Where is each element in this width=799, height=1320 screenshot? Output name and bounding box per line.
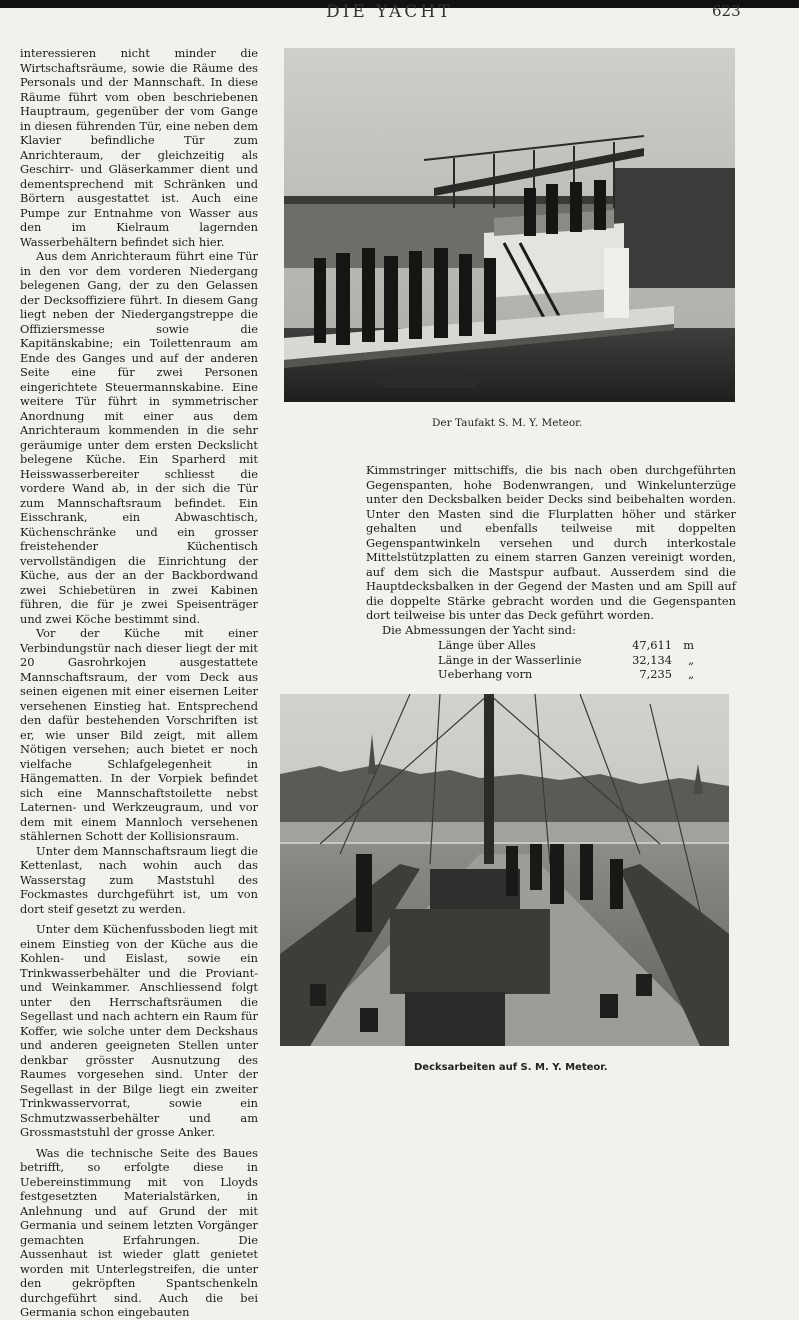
dimension-label: Ueberhang vorn — [438, 667, 533, 681]
dimension-unit: „ — [688, 667, 694, 681]
paragraph: Unter dem Mannschaftsraum liegt die Kettenlast, nach wohin auch das Wasserstag zum Maststuhl des Fockmastes durchgeführt ist, um von dort steif gesetzt zu werden. — [20, 843, 258, 916]
left-text-column — [20, 46, 258, 1320]
dimension-value: 7,235 — [639, 667, 672, 681]
dimension-row — [438, 667, 694, 682]
dimension-label: Länge über Alles — [438, 638, 536, 652]
deck-works-photo-image — [280, 694, 729, 1046]
dimensions-table — [438, 638, 694, 682]
paragraph: Vor der Küche mit einer Verbindungstür nach dieser liegt der mit 20 Gasrohrkojen ausgestattete Mannschaftsraum, der vom Deck aus seinen eigenen mit einer eisernen Leiter versehenen Einstieg hat. Entsprechend den dafür bestehenden Vorschriften ist er, wie unser Bild zeigt, mit allem Nötigen versehen; auch bietet er noch vielfache Schlafgelegenheit in Hängematten. In der Vorpiek befindet sich eine Mannschaftstoilette nebst Laternen- und Werkzeugraum, und vor dem mit einem Mannloch versehenen stählernen Schott der Kollisionsraum. — [20, 626, 258, 843]
right-text-column — [366, 463, 736, 682]
paragraph: Unter dem Küchenfussboden liegt mit einem Einstieg von der Küche aus die Kohlen- und Eislast, sowie ein Trinkwasserbehälter und die Proviant- und Weinkammer. Anschliessend folgt unter den Herrschaftsräumen die Segellast und nach achtern ein Raum für Koffer, wie solche unter dem Deckshaus und anderen geeigneten Stellen unter denkbar grösster Ausnutzung des Raumes vorgesehen sind. Unter der Segellast in der Bilge liegt ein zweiter Trinkwasservorrat, sowie ein Schmutzwasserbehälter und am Grossmaststuhl der grosse Anker. — [20, 922, 258, 1139]
dimension-value: 47,611 — [632, 638, 672, 652]
deck-works-photo — [280, 694, 729, 1046]
page-number: 623 — [712, 2, 741, 20]
christening-photo — [284, 48, 735, 402]
dimension-row — [438, 638, 694, 653]
running-title: DIE YACHT — [326, 2, 453, 22]
dimension-row — [438, 653, 694, 668]
dimension-unit: „ — [688, 652, 694, 667]
deck-works-photo-caption: Decksarbeiten auf S. M. Y. Meteor. — [414, 1062, 608, 1073]
dimension-unit: m — [683, 638, 694, 652]
christening-photo-image — [284, 48, 735, 402]
paragraph: Aus dem Anrichteraum führt eine Tür in den vor dem vorderen Niedergang belegenen Gang, der zu den Gelassen der Decksoffiziere führt. In diesem Gang liegt neben der Niedergangstreppe die Offiziersmesse sowie die Kapitänskabine; ein Toilettenraum am Ende des Ganges und auf der anderen Seite eine für zwei Personen eingerichtete Steuermannskabine. Eine weitere Tür führt in symmetrischer Anordnung mit einer aus dem Anrichteraum kommenden in die sehr geräumige unter dem ersten Deckslicht belegene Küche. Ein Sparherd mit Heisswasserbereiter schliesst die vordere Wand ab, in der sich die Tür zum Mannschaftsraum befindet. Ein Eisschrank, ein Abwaschtisch, Küchenschränke und ein grosser freistehender Küchentisch vervollständigen die Einrichtung der Küche, aus der an der Backbordwand zwei Schiebetüren in zwei Kabinen führen, die für je zwei Speisenträger und zwei Köche bestimmt sind. — [20, 249, 258, 626]
christening-photo-caption: Der Taufakt S. M. Y. Meteor. — [432, 417, 583, 429]
dimensions-intro: Die Abmessungen der Yacht sind: — [382, 622, 576, 637]
paragraph: interessieren nicht minder die Wirtschaftsräume, sowie die Räume des Personals und der Mannschaft. In diese Räume führt vom oben beschriebenen Hauptraum, gegenüber der vom Gange in diesen führenden Tür, eine neben dem Klavier befindliche Tür zum Anrichteraum, der gleichzeitig als Geschirr- und Gläserkammer dient und dementsprechend mit Schränken und Börtern ausgestattet ist. Auch eine Pumpe zur Entnahme von Wasser aus den im Kielraum lagernden Wasserbehältern befindet sich hier. — [20, 46, 258, 249]
paragraph: Was die technische Seite des Baues betrifft, so erfolgte diese in Uebereinstimmung mit von Lloyds festgesetzten Materialstärken, in Anlehnung und auf Grund der mit Germania und seinem letzten Vorgänger gemachten Erfahrungen. Die Aussenhaut ist wieder glatt genietet worden mit Unterlegstreifen, die unter den gekröpften Spantschenkeln durchgeführt sind. Auch die bei Germania schon eingebauten — [20, 1145, 258, 1319]
dimension-label: Länge in der Wasserlinie — [438, 652, 582, 667]
dimension-value: 32,134 — [632, 652, 672, 667]
paragraph: Kimmstringer mittschiffs, die bis nach oben durchgeführten Gegenspanten, hohe Bodenwrangen, und Winkelunterzüge unter den Decksbalken beider Decks sind beibehalten worden. Unter den Masten sind die Flurplatten höher und stärker gehalten und ebenfalls teilweise mit doppelten Gegenspantwinkeln versehen und durch interkostale Mittelstützplatten zu einem starren Ganzen vereinigt worden, auf dem sich die Mastspur aufbaut. Ausserdem sind die Hauptdecksbalken in der Gegend der Masten und am Spill auf die doppelte Stärke gebracht worden und die Gegenspanten dort teilweise bis unter das Deck geführt worden. — [366, 463, 736, 622]
